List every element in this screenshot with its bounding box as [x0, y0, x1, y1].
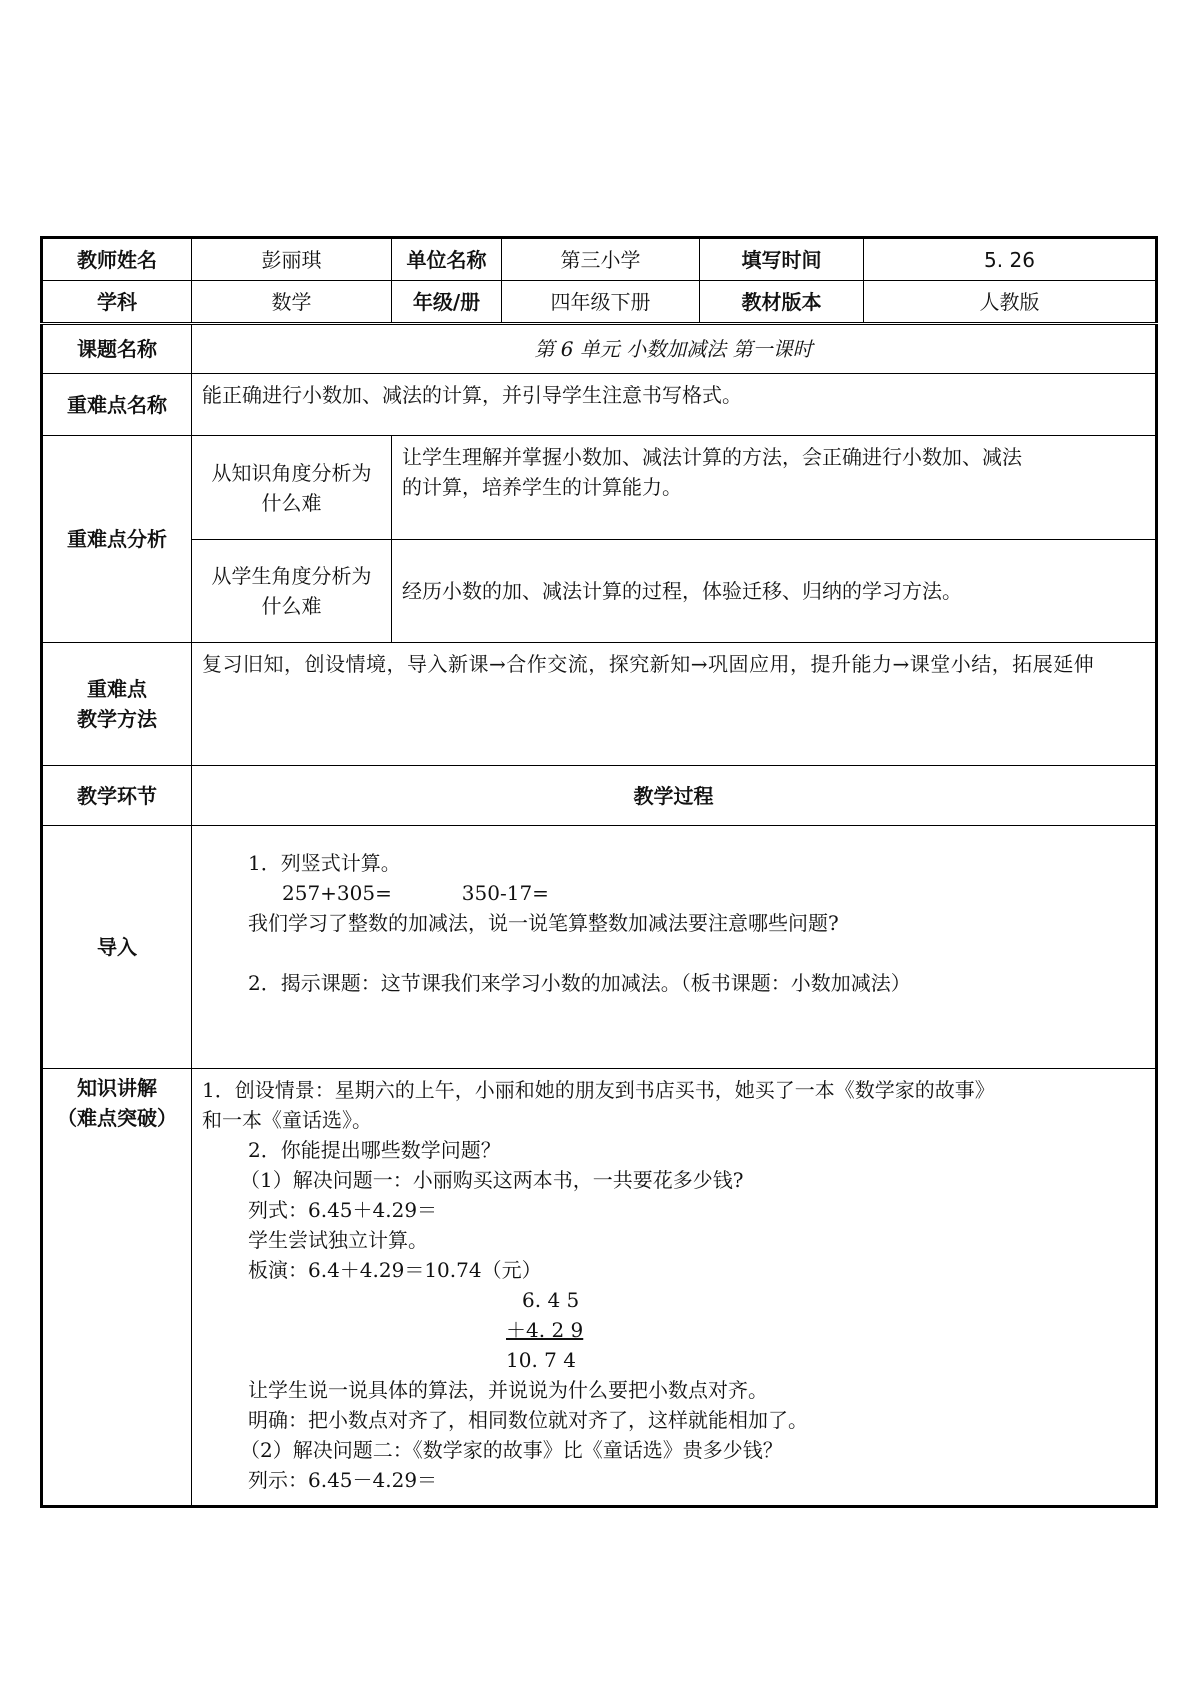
- grade-label: 年级/册: [392, 281, 502, 324]
- topic-label: 课题名称: [42, 324, 192, 374]
- header-row-2: [42, 281, 1157, 324]
- vertical-calc-line-3: 10. 7 4: [506, 1348, 576, 1372]
- knowledge-angle-line-2: 的计算，培养学生的计算能力。: [402, 475, 682, 499]
- vertical-calc-line-2: ＋4. 2 9: [506, 1318, 584, 1342]
- edition-value: 人教版: [864, 281, 1157, 324]
- key-points-value: 能正确进行小数加、减法的计算，并引导学生注意书写格式。: [192, 374, 1157, 436]
- intro-line-2: 257+305= 350-17=: [282, 881, 549, 905]
- knowledge-line-10: （2）解决问题二：《数学家的故事》比《童话选》贵多少钱？: [240, 1438, 783, 1462]
- knowledge-line-8: 让学生说一说具体的算法，并说说为什么要把小数点对齐。: [248, 1378, 768, 1402]
- knowledge-angle-label-line-2: 什么难: [261, 490, 322, 515]
- knowledge-line-4: （1）解决问题一：小丽购买这两本书，一共要花多少钱?: [240, 1168, 744, 1192]
- process-header-row: [42, 766, 1157, 826]
- analysis-label: 重难点分析: [42, 436, 192, 643]
- topic-value: 第 6 单元 小数加减法 第一课时: [192, 324, 1157, 374]
- subject-label: 学科: [42, 281, 192, 324]
- date-label: 填写时间: [700, 238, 864, 281]
- knowledge-line-2: 和一本《童话选》。: [202, 1108, 372, 1132]
- knowledge-line-7: 板演：6.4＋4.29＝10.74（元）: [248, 1258, 542, 1282]
- key-points-label: 重难点名称: [42, 374, 192, 436]
- knowledge-line-11: 列示：6.45－4.29＝: [248, 1468, 438, 1492]
- intro-line-4: 2．揭示课题：这节课我们来学习小数的加减法。（板书课题：小数加减法）: [248, 971, 911, 995]
- edition-label: 教材版本: [700, 281, 864, 324]
- knowledge-line-6: 学生尝试独立计算。: [248, 1228, 428, 1252]
- knowledge-line-1: 1．创设情景：星期六的上午，小丽和她的朋友到书店买书，她买了一本《数学家的故事》: [202, 1078, 995, 1102]
- knowledge-line-9: 明确：把小数点对齐了，相同数位就对齐了，这样就能相加了。: [248, 1408, 808, 1432]
- knowledge-line-5: 列式：6.45＋4.29＝: [248, 1198, 438, 1222]
- knowledge-line-3: 2．你能提出哪些数学问题？: [248, 1138, 501, 1162]
- knowledge-content: [192, 1069, 1157, 1507]
- intro-row: [42, 826, 1157, 1069]
- knowledge-label-line-2: （难点突破）: [57, 1106, 177, 1130]
- knowledge-angle-value: [392, 436, 1157, 540]
- student-angle-label-line-2: 什么难: [261, 594, 322, 618]
- knowledge-angle-label-line-1: 从知识角度分析为: [211, 460, 372, 485]
- unit-label: 单位名称: [392, 238, 502, 281]
- teacher-label: 教师姓名: [42, 238, 192, 281]
- intro-content: [192, 826, 1157, 1069]
- subject-value: 数学: [192, 281, 392, 324]
- date-value: 5. 26: [864, 238, 1157, 281]
- methods-label-line-2: 教学方法: [77, 707, 157, 731]
- grade-value: 四年级下册: [502, 281, 700, 324]
- analysis-row-knowledge: [42, 436, 1157, 540]
- methods-label-line-1: 重难点: [87, 677, 147, 701]
- topic-row: [42, 324, 1157, 374]
- methods-row: [42, 643, 1157, 766]
- knowledge-angle-line-1: 让学生理解并掌握小数加、减法计算的方法，会正确进行小数加、减法: [402, 445, 1022, 469]
- process-header: 教学过程: [192, 766, 1157, 826]
- knowledge-label-line-1: 知识讲解: [77, 1076, 157, 1100]
- methods-label: [42, 643, 192, 766]
- intro-spacer: [192, 938, 1155, 968]
- student-angle-label-line-1: 从学生角度分析为: [211, 564, 372, 588]
- stage-header: 教学环节: [42, 766, 192, 826]
- intro-line-1: 1．列竖式计算。: [248, 851, 401, 875]
- teacher-value: 彭丽琪: [192, 238, 392, 281]
- methods-value: 复习旧知，创设情境，导入新课→合作交流，探究新知→巩固应用，提升能力→课堂小结，拓展延伸: [192, 643, 1157, 766]
- student-angle-value: 经历小数的加、减法计算的过程，体验迁移、归纳的学习方法。: [392, 540, 1157, 643]
- analysis-row-student: [42, 540, 1157, 643]
- unit-value: 第三小学: [502, 238, 700, 281]
- intro-line-3: 我们学习了整数的加减法，说一说笔算整数加减法要注意哪些问题?: [248, 911, 839, 935]
- header-row-1: [42, 238, 1157, 281]
- knowledge-row: [42, 1069, 1157, 1507]
- intro-label: 导入: [42, 826, 192, 1069]
- vertical-calc-line-1: 6. 4 5: [522, 1288, 580, 1312]
- knowledge-label: [42, 1069, 192, 1507]
- knowledge-angle-label: [192, 436, 392, 540]
- lesson-plan-table: [40, 236, 1158, 1508]
- student-angle-label: [192, 540, 392, 643]
- key-points-row: [42, 374, 1157, 436]
